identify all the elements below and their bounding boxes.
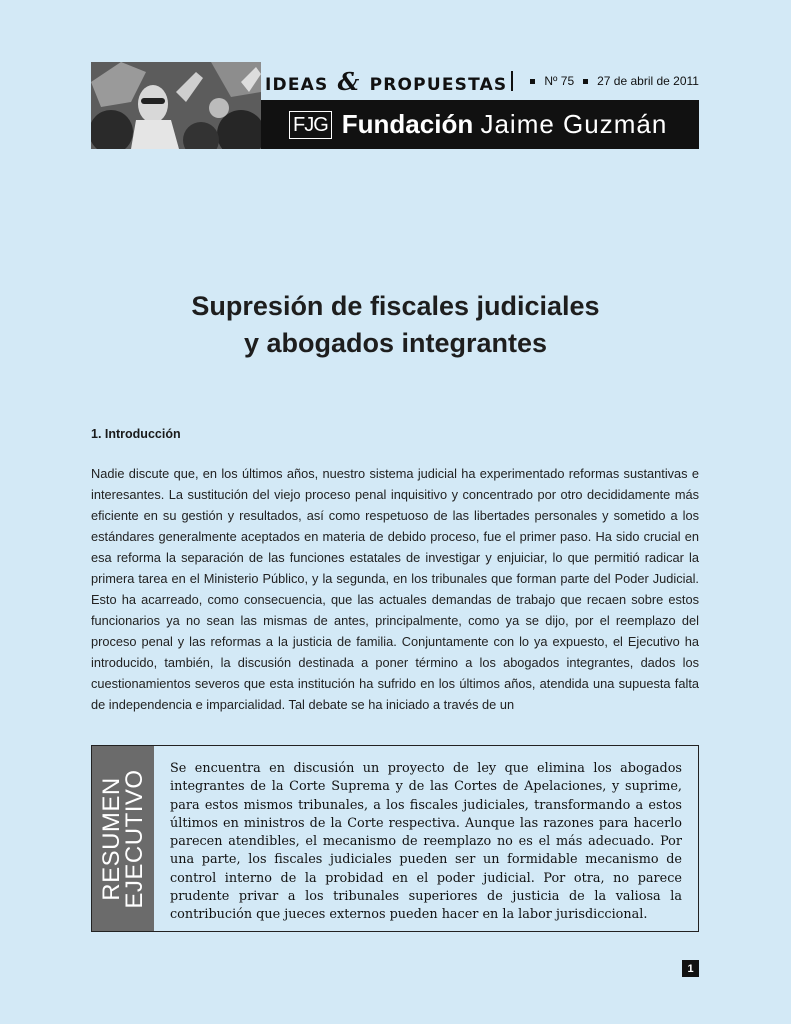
bullet-icon: [530, 79, 535, 84]
body-text: [91, 463, 699, 715]
series-title: IDEAS & PROPUESTAS: [265, 66, 508, 96]
header-photo: [91, 62, 261, 149]
bullet-icon: [583, 79, 588, 84]
organization-bar: [261, 100, 699, 149]
organization-name: Fundación Jaime Guzmán: [341, 109, 668, 139]
section-heading: 1. Introducción: [91, 427, 181, 441]
divider: [511, 71, 513, 91]
executive-summary-box: [91, 745, 699, 932]
issue-date: 27 de abril de 2011: [597, 74, 699, 88]
document-title: Supresión de fiscales judiciales y abogados integrantes: [191, 291, 600, 358]
summary-label: RESUMEN EJECUTIVO: [98, 768, 148, 909]
masthead: [91, 62, 699, 149]
issue-number: Nº 75: [544, 74, 575, 88]
summary-text: Se encuentra en discusión un proyecto de ley que elimina los abogados integrantes de la Corte Suprema y de las Cortes de Apelaciones, y suprime, para estos mismos tribunales, a los fiscales judiciales, transformando a estos últimos en ministros de la Corte respectiva. Aunque las razones para hacerlo parecen atendibles, el mecanismo de reemplazo no es el más adecuado. Por una parte, los fiscales judiciales pueden ser un formidable mecanismo de control interno de la probidad en el poder judicial. Por otra, no parece prudente privar a los tribunales superiores de justicia de la valiosa la contribución que jueces externos pueden hacer en la labor jurisdiccional.: [170, 761, 682, 923]
series-line: [261, 62, 699, 100]
paragraph: Nadie discute que, en los últimos años, nuestro sistema judicial ha experimentado reformas sustantivas e interesantes. La sustitución del viejo proceso penal inquisitivo y concentrado por otro decididamente más eficiente en su gestión y resultados, así como respetuoso de las libertades personales y sometido a los estándares generalmente aceptados en materia de debido proceso, fue el primer paso. Ha sido crucial en esa reforma la separación de las funciones estatales de investigar y enjuiciar, lo que permitió radicar la primera tarea en el Ministerio Público, y la segunda, en los tribunales que forman parte del Poder Judicial. Esto ha acarreado, como consecuencia, que las actuales demandas de trabajo que recaen sobre estos funcionarios ya no sean las mismas de antes, principalmente, como ya se dijo, por el reemplazo del proceso penal y las reformas a la justicia de familia. Conjuntamente con lo ya expuesto, el Ejecutivo ha introducido, también, la discusión destinada a poner término a los abogados integrantes, dados los cuestionamientos severos que esta institución ha sufrido en los últimos años, atendida una supuesta falta de independencia e imparcialidad. Tal debate se ha iniciado a través de un: [91, 466, 699, 712]
summary-label-bar: [92, 746, 154, 931]
fjg-logo: FJG: [289, 111, 332, 139]
page-number: 1: [682, 960, 699, 977]
